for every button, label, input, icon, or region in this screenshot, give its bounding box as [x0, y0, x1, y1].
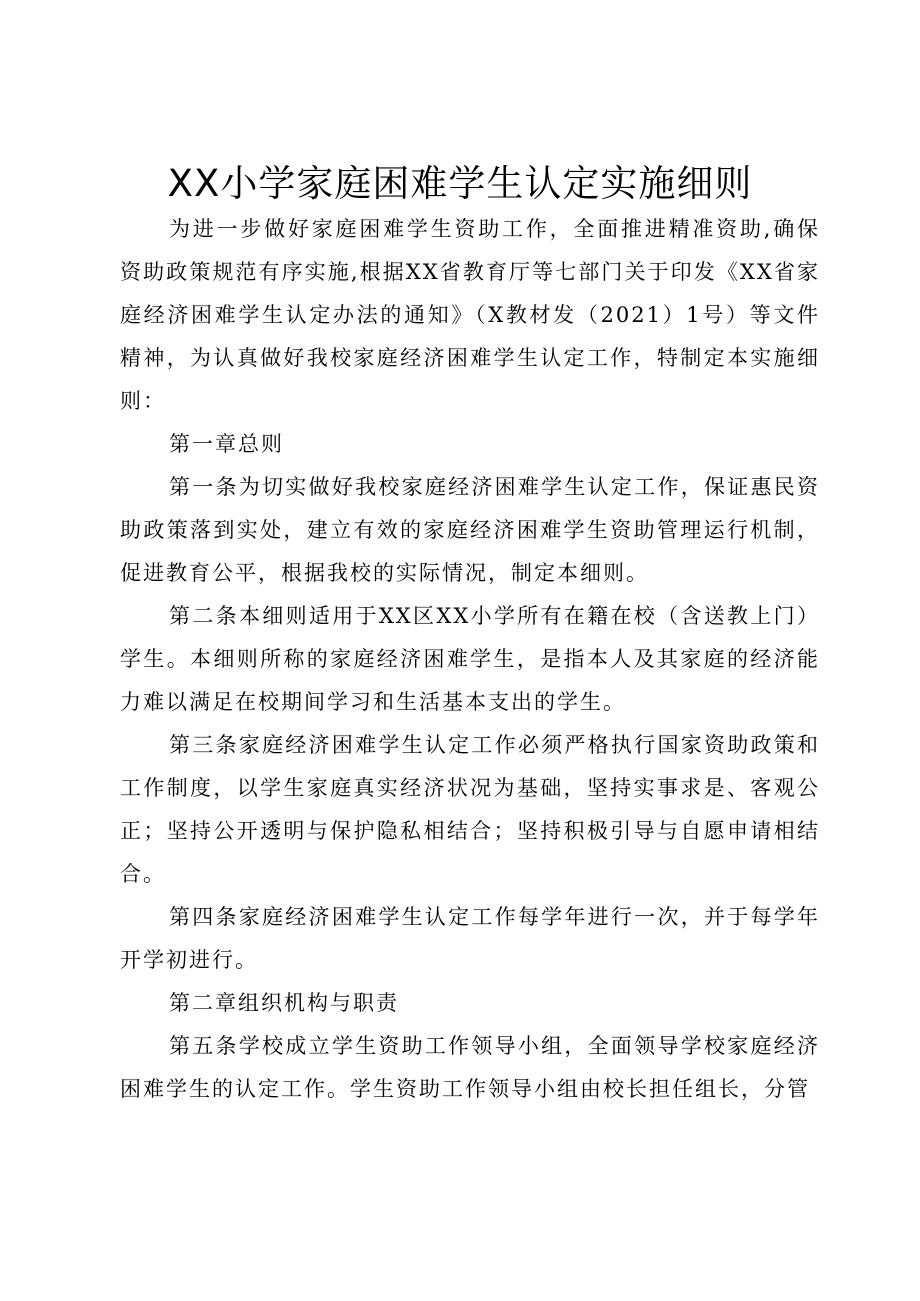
article-paragraph: 第五条学校成立学生资助工作领导小组，全面领导学校家庭经济困难学生的认定工作。学生资助工作领导小组由校长担任组长，分管: [120, 1034, 820, 1101]
document-title: XX小学家庭困难学生认定实施细则: [167, 162, 753, 205]
intro-paragraph: 为进一步做好家庭困难学生资助工作，全面推进精准资助,确保资助政策规范有序实施,根据XX省教育厅等七部门关于印发《XX省家庭经济困难学生认定办法的通知》（X教材发（2021）1号）等文件精神，为认真做好我校家庭经济困难学生认定工作，特制定本实施细则：: [120, 217, 820, 413]
article-paragraph: 第四条家庭经济困难学生认定工作每学年进行一次，并于每学年开学初进行。: [120, 905, 820, 972]
article-paragraph: 第三条家庭经济困难学生认定工作必须严格执行国家资助政策和工作制度，以学生家庭真实经济状况为基础，坚持实事求是、客观公正；坚持公开透明与保护隐私相结合；坚持积极引导与自愿申请相结合。: [120, 733, 820, 886]
document-body: [120, 208, 820, 1111]
chapter-heading: 第一章总则: [169, 432, 284, 456]
article-paragraph: 第二条本细则适用于XX区XX小学所有在籍在校（含送教上门）学生。本细则所称的家庭经济困难学生，是指本人及其家庭的经济能力难以满足在校期间学习和生活基本支出的学生。: [120, 604, 820, 714]
chapter-heading: 第二章组织机构与职责: [169, 991, 399, 1015]
article-paragraph: 第一条为切实做好我校家庭经济困难学生认定工作，保证惠民资助政策落到实处，建立有效的家庭经济困难学生资助管理运行机制，促进教育公平，根据我校的实际情况，制定本细则。: [120, 475, 820, 585]
